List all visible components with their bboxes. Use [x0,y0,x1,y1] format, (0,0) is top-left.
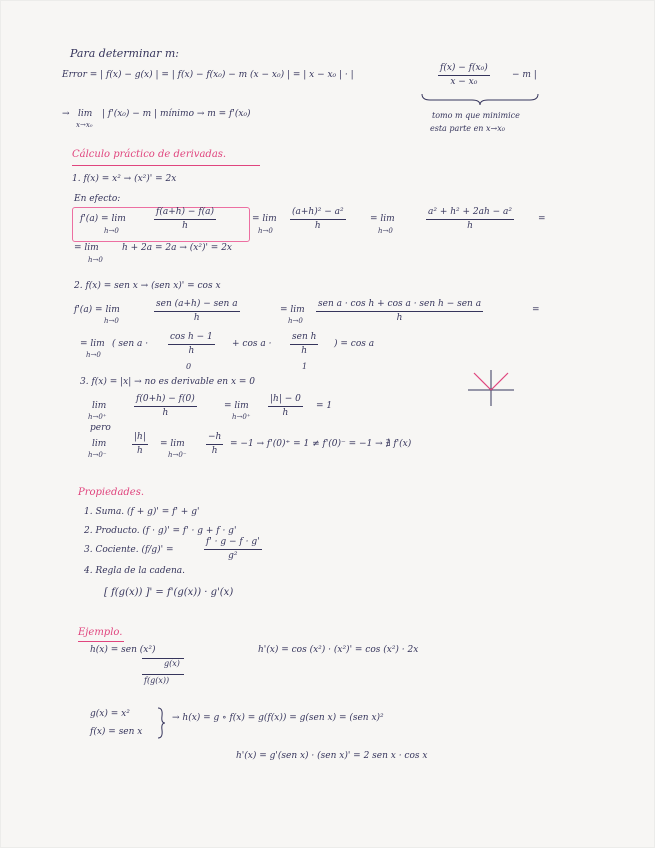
ex3-pero: pero [90,423,111,433]
ex2-line3-open: ( sen a · [112,339,149,349]
ex3-fraction-1-den: h [162,408,169,418]
boxed-fraction [154,208,216,231]
ex2-fraction-3-num: cos h − 1 [168,333,215,345]
boxed-lhs: f'(a) = lim [80,214,126,224]
composition-derivative: h'(x) = g'(sen x) · (sen x)' = 2 sen x · cos x [236,751,428,761]
prop-item-1: 1. Suma. (f + g)' = f' + g' [84,507,200,517]
note-line-1: tomo m que minimice [432,111,520,120]
ex3-fraction-4-den: h [211,446,218,456]
ex3-sub-minus-1: h→0⁻ [88,451,107,459]
ex3-fraction-1 [134,395,197,418]
error-tail: − m | [512,70,537,80]
ex2-line3-end: ) = cos a [334,339,375,349]
ex3-head: 3. f(x) = |x| → no es derivable en x = 0 [80,377,256,387]
conclusion-lim: lim [78,109,93,119]
ex3-eq-1: = 1 [316,401,333,411]
ex1-sub-1: h→0 [258,227,273,235]
quotient-fraction-den: g² [228,551,238,561]
ex2-fraction-1-num: sen (a+h) − sen a [154,300,240,312]
ex3-fraction-3-den: h [137,446,143,456]
ex3-sub-plus-2: h→0⁺ [232,413,251,421]
ex3-eq-lim: = lim [224,401,249,411]
ex3-fraction-2 [268,395,303,418]
ex3-sub-minus-2: h→0⁻ [168,451,187,459]
ex2-fraction-1-den: h [193,313,200,323]
arrow-glyph: → [62,109,70,119]
ex1-fraction-2-den: h [314,221,321,231]
ex1-fraction-3-den: h [467,221,473,231]
ex2-fraction-3-value: 0 [186,362,192,371]
ex1-sub-2: h→0 [378,227,393,235]
ex3-lim-2: lim [92,439,107,449]
brace [156,706,166,740]
prop-item-3: 3. Cociente. (f/g)' = [84,545,174,555]
error-fraction [438,64,490,87]
ex1-end-eq: = [538,214,546,224]
ex2-eq-lim: = lim [280,305,305,315]
quotient-fraction-num: f' · g − f · g' [204,538,262,550]
ex2-plus-cos: + cos a · [232,339,272,349]
composition: → h(x) = g ∘ f(x) = g(f(x)) = g(sen x) = (sen x)² [172,713,384,723]
ex2-sub-1: h→0 [104,317,119,325]
f-definition: f(x) = sen x [90,727,143,737]
ejemplo-underline [78,641,124,642]
ex2-lhs: f'(a) = lim [74,305,120,315]
ex3-fraction-4 [206,433,223,456]
ex1-en-efecto: En efecto: [74,194,121,204]
ex2-fraction-2-num: sen a · cos h + cos a · sen h − sen a [316,300,483,312]
ex2-fraction-4-value: 1 [302,362,308,371]
ex3-lim-1: lim [92,401,107,411]
g-definition: g(x) = x² [90,709,130,719]
section-title-propiedades: Propiedades. [78,487,145,498]
chain-rule-formula: [ f(g(x)) ]' = f'(g(x)) · g'(x) [104,587,234,598]
underbrace [420,92,540,106]
fg-annotation-bar [142,674,184,675]
ex3-fraction-2-num: |h| − 0 [268,395,303,407]
ex2-line3-start: = lim [80,339,105,349]
boxed-sub: h→0 [104,227,119,235]
g-annotation: g(x) [164,659,180,668]
quotient-fraction [204,538,262,561]
error-fraction-den: x − x₀ [450,77,478,87]
boxed-fraction-den: h [182,221,188,231]
section-title-ejemplo: Ejemplo. [78,627,123,638]
error-line: Error = | f(x) − g(x) | = | f(x) − f(x₀) − m (x − x₀) | = | x − x₀ | · | [62,70,354,80]
abs-value-graph [466,368,516,408]
ex3-fraction-1-num: f(0+h) − f(0) [134,395,197,407]
ex2-fraction-3-den: h [188,346,195,356]
ex2-fraction-2 [316,300,483,323]
prop-item-2: 2. Producto. (f · g)' = f' · g + f · g' [84,526,237,536]
conclusion-sub: x→x₀ [76,121,93,129]
ex1-last-sub: h→0 [88,256,103,264]
section-title-calculo: Cálculo práctico de derivadas. [72,149,227,160]
ex3-fraction-3 [132,433,148,456]
ex3-sub-plus-1: h→0⁺ [88,413,107,421]
ex3-fraction-2-den: h [282,408,289,418]
fg-annotation: f(g(x)) [144,676,170,685]
ex1-fraction-3 [426,208,514,231]
ex2-sub-3: h→0 [86,351,101,359]
ex3-tail: = −1 → f'(0)⁺ = 1 ≠ f'(0)⁻ = −1 → ∄ f'(x) [230,439,412,449]
ex2-head: 2. f(x) = sen x → (sen x)' = cos x [74,281,221,291]
ex2-fraction-4 [290,333,318,356]
section-underline [72,165,260,166]
ex2-fraction-4-num: sen h [290,333,318,345]
ex1-fraction-3-num: a² + h² + 2ah − a² [426,208,514,220]
ex2-fraction-1 [154,300,240,323]
note-line-2: esta parte en x→x₀ [430,124,505,133]
ex1-fraction-2-num: (a+h)² − a² [290,208,346,220]
ex3-eq-lim-2: = lim [160,439,185,449]
boxed-fraction-num: f(a+h) − f(a) [154,208,216,220]
intro-title: Para determinar m: [70,47,180,60]
h-definition: h(x) = sen (x²) [90,645,156,655]
ex2-fraction-2-den: h [396,313,403,323]
ex2-sub-2: h→0 [288,317,303,325]
ex2-end-eq: = [532,305,540,315]
ex2-fraction-3 [168,333,215,356]
ex3-fraction-3-num: |h| [132,433,148,445]
ex1-last-lim: = lim [74,243,99,253]
ex1-last-expr: h + 2a = 2a → (x²)' = 2x [122,243,233,253]
ex2-fraction-4-den: h [301,346,308,356]
ex1-fraction-2 [290,208,346,231]
error-fraction-num: f(x) − f(x₀) [438,64,490,76]
conclusion: | f'(x₀) − m | mínimo → m = f'(x₀) [102,109,251,119]
ex1-eq-lim-2: = lim [370,214,395,224]
h-prime: h'(x) = cos (x²) · (x²)' = cos (x²) · 2x [258,645,419,655]
ex1-head: 1. f(x) = x² → (x²)' = 2x [72,174,177,184]
ex1-eq-lim-1: = lim [252,214,277,224]
ex3-fraction-4-num: −h [206,433,223,445]
prop-item-4: 4. Regla de la cadena. [84,566,185,576]
